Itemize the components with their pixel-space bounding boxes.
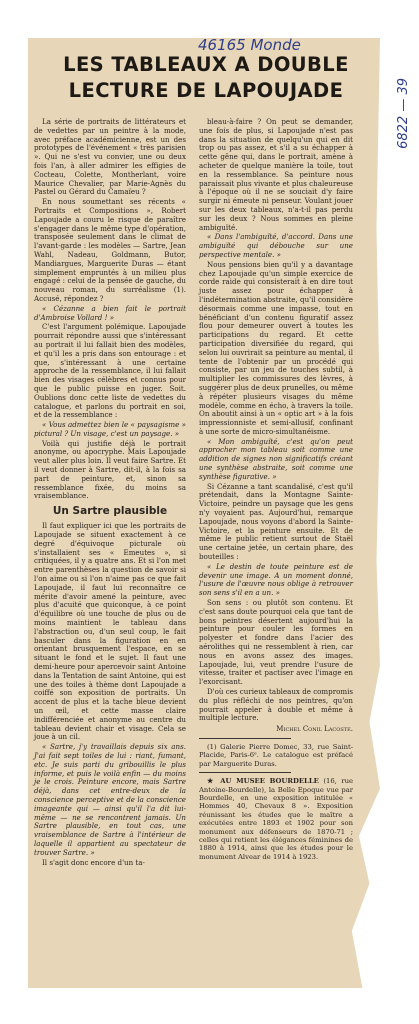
announcement-title: ★ AU MUSEE BOURDELLE <box>207 777 319 786</box>
quote: « Mon ambiguïté, c'est qu'on peut approcher mon tableau soit comme une addition de signes non significatifs créant une synthèse abstraite, soit comme une synthèse figurative. » <box>199 436 353 481</box>
paragraph: C'est l'argument polémique. Lapoujade pourrait répondre aussi que s'intéressant au portrait il lui fallait bien des modèles, et qu'il les a pris dans son entourage : et que, s'intéressant à une certaine approche de la ressemblance, il lui fallait bien des visages célèbres et connus pour que le public puisse en juger. Soit. Oublions donc cette liste de vedettes du catalogue, et parlons du portrait en soi, et de la ressemblance : <box>34 322 186 420</box>
quote: « Dans l'ambiguïté, d'accord. Dans une ambiguïté qui débouche sur une perspective mentale. » <box>199 232 353 259</box>
handwritten-annotation-top: 46165 Monde <box>198 36 301 54</box>
quote: « Sartre, j'y travaillais depuis six ans. J'ai fait sept toiles de lui : riant, fumant, etc. Je suis parti du gribouillis le plus informe, et puis le voilà enfin — du moins je le crois. Peinture encore, mais Sartre déjà, dans cet entre-deux de la conscience perceptive et de la conscience imageante qui — ainsi qu'il l'a dit lui-même — ne se rencontrent jamais. Un Sartre plausible, en tout cas, une vraisemblance de Sartre à l'intérieur de laquelle il appartient au spectateur de trouver Sartre. » <box>34 742 186 857</box>
paragraph: Nous pensions bien qu'il y a davantage chez Lapoujade qu'un simple exercice de corde raide qui consisterait à en dire tout juste assez pour échapper à l'indétermination abstraite, qu'il considère désormais comme une impasse, tout en bénéficiant d'un contenu figuratif assez flou pour demeurer ouvert à toutes les participations du regard. Et cette participation diversifiée du regard, qui selon lui ouvrirait sa peinture au mental, il tente de l'obtenir par un procédé qui consiste, par un jeu de touches subtil, à multiplier les commissures des lèvres, à suggérer plus de deux prunelles, ou même à répéter plusieurs visages du même modèle, comme en écho, à travers la toile. On aboutit ainsi à un « optic art » à la fois impressionniste et semi-allusif, confinant à une sorte de micro-simultanéisme. <box>199 259 353 436</box>
paragraph: Son sens : ou plutôt son contenu. Et c'est sans doute pourquoi cela que tant de bons peintres désertent aujourd'hui la peinture pour couler les formes en polyester et fondre dans l'acier des aérolithes qui ne ressemblent à rien, car nous en avons assez des images. Lapoujade, lui, veut prendre l'usure de vitesse, traiter et pactiser avec l'image en l'exorcisant. <box>199 598 353 687</box>
headline-line-2: LECTURE DE LAPOUJADE <box>68 79 344 102</box>
footnote: (1) Galerie Pierre Domec, 33, rue Saint-Placide, Paris-6ᵉ. Le catalogue est préfacé par Marguerite Duras. <box>199 742 353 768</box>
paragraph: Si Cézanne a tant scandalisé, c'est qu'il prétendait, dans la Montagne Sainte-Victoire, peindre un paysage que les gens n'y voyaient pas. Aujourd'hui, remarque Lapoujade, nous voyons d'abord la Sainte-Victoire, et la peinture ensuite. Et de même le public retient surtout de Staël une certaine jetée, un certain phare, des bouteilles : <box>199 481 353 562</box>
divider <box>199 772 291 773</box>
paragraph: La série de portraits de littérateurs et de vedettes par un peintre à la mode, avec préface académicienne, est un des prototypes de l'événement « très parisien ». Qui ne s'est vu convier, une ou deux fois l'an, à aller admirer les effigies de Cocteau, Colette, Montherlant, voire Maurice Chevalier, par Marie-Agnès du Pastel ou Gérard du Camaïeu ? <box>34 117 186 197</box>
article-headline <box>36 52 376 104</box>
quote: « Vous admettez bien le « paysagisme » pictural ? Un visage, c'est un paysage. » <box>34 420 186 438</box>
announcement <box>199 777 353 861</box>
paragraph: Il faut expliquer ici que les portraits de Lapoujade se situent exactement à ce degré d'équivoque picturale où s'installaient ses « Emeutes », si critiquées, il y a quatre ans. Et si l'on met entre parenthèses la question de savoir si l'on aime ou si l'on n'aime pas ce que fait Lapoujade, il faut lui reconnaître ce mérite d'avoir amené la peinture, avec plus d'acuité que quiconque, à ce point d'équilibre où une touche de plus ou de moins maintient le tableau dans l'abstraction ou, d'un seul coup, le fait basculer dans la figuration en en orientant brusquement l'espace, en se situant le fond et le sujet. Il faut une demi-heure pour apercevoir saint Antoine dans la Tentation de saint Antoine, qui est une des toiles à thème dont Lapoujade a coiffé son exposition de portraits. Un accent de plus et la tache bleue devient un œil, et cette masse claire indifférenciée et anonyme au centre du tableau devient chair et visage. Cela se joue à un cil. <box>34 521 186 742</box>
paragraph: bleau-à-faire ? On peut se demander, une fois de plus, si Lapoujade n'est pas dans la situation de quelqu'un qui en dit trop ou pas assez, et s'il a su échapper à cette gêne qui, dans le portrait, amène à acheter de quelque manière la toile, tout en la ressemblance. Sa peinture nous paraissait plus vivante et plus chaleureuse à l'époque où il ne se souciait d'y faire surgir ni émeute ni penseur. Voulant jouer sur les deux tableaux, n'a-t-il pas perdu sur les deux ? Nous sommes en pleine ambiguïté. <box>199 117 353 232</box>
paragraph: Il s'agit donc encore d'un ta- <box>42 857 145 867</box>
section-subheading: Un Sartre plausible <box>52 505 168 518</box>
handwritten-annotation-side: 6822 — 39 <box>396 78 411 149</box>
headline-line-1: LES TABLEAUX A DOUBLE <box>63 53 349 76</box>
article-column-left <box>34 118 186 868</box>
paragraph: Voilà qui justifie déjà le portrait anonyme, ou apocryphe. Mais Lapoujade veut aller plus loin. Il veut faire Sartre. Et il veut donner à Sartre, dit-il, à la fois sa part de peinture, et, sinon sa ressemblance fixée, du moins sa vraisemblance. <box>34 438 186 501</box>
author-signature: Michel Conil Lacoste. <box>276 725 353 734</box>
quote: « Le destin de toute peinture est de devenir une image. A un moment donné, l'usure de l'œuvre nous oblige à retrouver son sens s'il en a un. » <box>199 561 353 598</box>
article-column-right <box>199 118 353 862</box>
divider <box>199 738 291 739</box>
quote: « Cézanne a bien fait le portrait d'Ambroise Vollard ! » <box>34 303 186 322</box>
announcement-text: (16, rue Antoine-Bourdelle), la Belle Epoque vue par Bourdelle, en une exposition intitulée « Hommes 40, Chevaux 8 ». Exposition réunissant les études que le maître a exécutées entre 1893 et 1902 pour son monument aux défenseurs de 1870-71 ; celles qui retient les élégances féminines de 1880 à 1914, ainsi que les études pour le monument Alvear de 1914 à 1923. <box>199 777 353 861</box>
paragraph: En nous soumettant ses récents « Portraits et Compositions », Robert Lapoujade a couru le risque de paraître s'engager dans le même type d'opération, transposée seulement dans le climat de l'avant-garde : les modèles — Sartre, Jean Wahl, Nadeau, Goldmann, Butor, Mandiargues, Marguerite Duras — étant simplement empruntés à un milieu plus engagé : celui de la pensée de gauche, du nouveau roman, du surréalisme (1). Accusé, répondez ? <box>34 197 186 303</box>
paragraph: D'où ces curieux tableaux de compromis du plus réfléchi de nos peintres, qu'on pourrait appeler à double et même à multiple lecture. <box>199 687 353 723</box>
